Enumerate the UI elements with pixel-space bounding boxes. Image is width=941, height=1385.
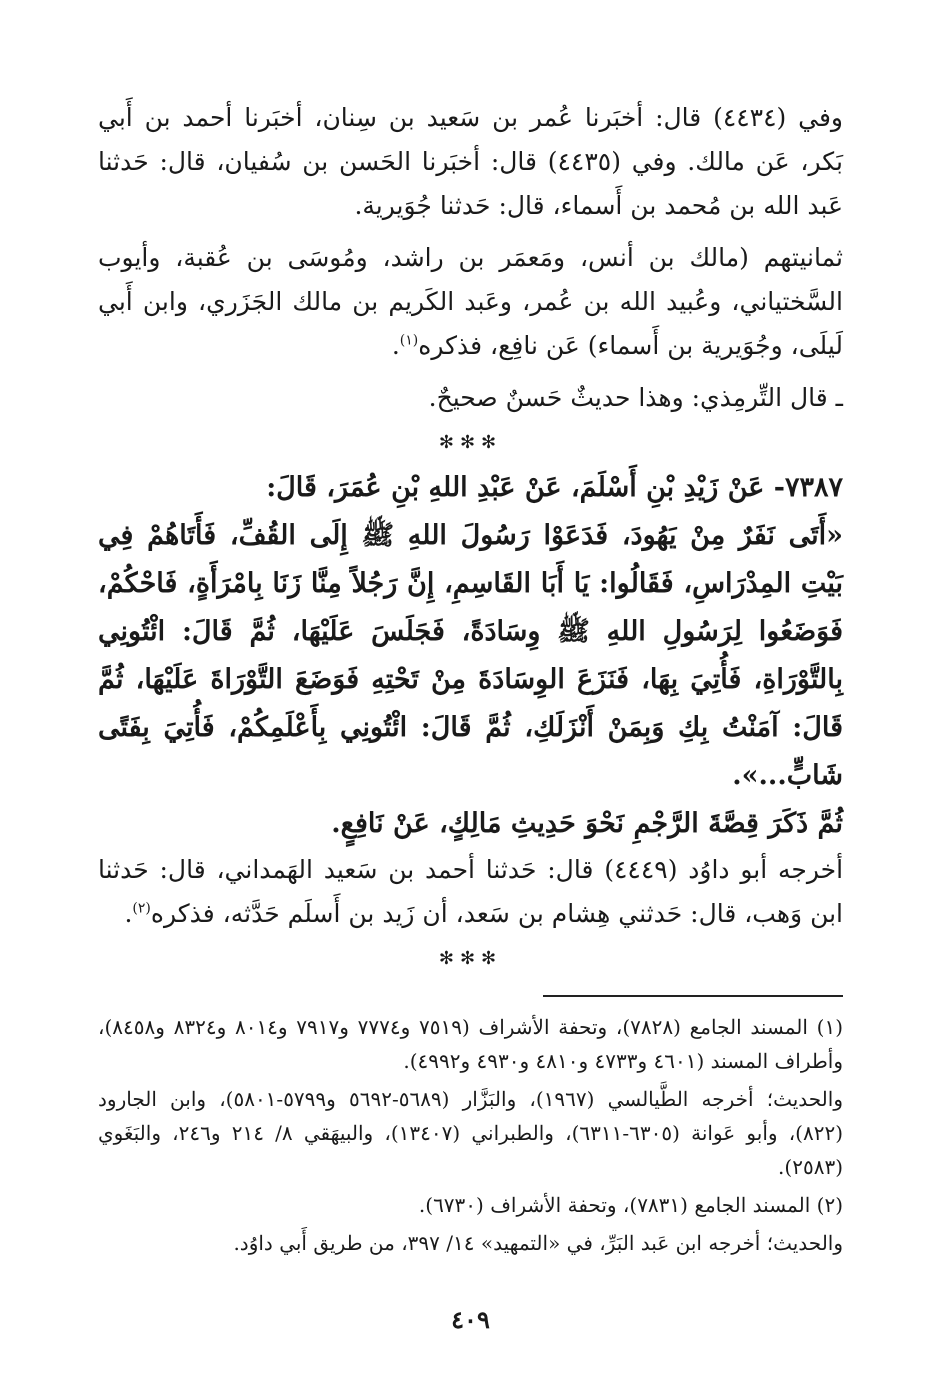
hadith-text: «أَتَى نَفَرٌ مِنْ يَهُودَ، فَدَعَوْا رَسُولَ اللهِ ﷺ إِلَى القُفِّ، فَأَتَاهُمْ فِي بَيْتِ المِدْرَاسِ، فَقَالُوا: يَا أَبَا القَاسِمِ، إِنَّ رَجُلاً مِنَّا زَنَا بِامْرَأَةٍ، فَاحْكُمْ، فَوَضَعُوا لِرَسُولِ اللهِ ﷺ وِسَادَةً، فَجَلَسَ عَلَيْهَا، ثُمَّ قَالَ: ائْتُونِي بِالتَّوْرَاةِ، فَأُتِيَ بِهَا، فَنَزَعَ الوِسَادَةَ مِنْ تَحْتِهِ فَوَضَعَ التَّوْرَاةَ عَلَيْهَا، ثُمَّ قَالَ: آمَنْتُ بِكِ وَبِمَنْ أَنْزَلَكِ، ثُمَّ قَالَ: ائْتُونِي بِأَعْلَمِكُمْ، فَأُتِيَ بِفَتًى شَابٍّ...». [98, 520, 843, 791]
footnotes-section [98, 1010, 843, 1264]
intro-paragraph-2-text: ثمانيتهم (مالك بن أنس، ومَعمَر بن راشد، ومُوسَى بن عُقبة، وأيوب السَّختياني، وعُبيد الله بن عُمر، وعَبد الكَريم بن مالك الجَزَري، وابن أَبي لَيلَى، وجُوَيرية بن أَسماء) عَن نافِع، فذكره [98, 243, 843, 360]
footnote-divider [543, 995, 843, 997]
page-number: ٤٠٩ [451, 1305, 490, 1334]
takhrij-paragraph: أخرجه أبو داوُد (٤٤٤٩) قال: حَدثنا أحمد بن سَعيد الهَمداني، قال: حَدثنا ابن وَهب، قال: حَدثني هِشام بن سَعد، أن زَيد بن أَسلَم حَدَّثه، فذكره$^{(٢)}$. [98, 855, 844, 928]
tirmidhi-note: ـ قال التِّرمِذي: وهذا حديثٌ حَسنٌ صحيحٌ. [428, 383, 843, 412]
separator-stars: ✻✻✻ [438, 432, 503, 453]
footnote-2: (٢) المسند الجامع (٧٨٣١)، وتحفة الأشراف (٦٧٣٠). [418, 1193, 843, 1217]
main-content [98, 96, 843, 980]
intro-paragraph-2: ثمانيتهم (مالك بن أنس، ومَعمَر بن راشد، ومُوسَى بن عُقبة، وأيوب السَّختياني، وعُبيد الله بن عُمر، وعَبد الكَريم بن مالك الجَزَري، وابن أَبي لَيلَى، وجُوَيرية بن أَسماء) عَن نافِع، فذكره$^{(١)}$. [98, 243, 843, 360]
footnote-ref-2[interactable]: (٢) [132, 900, 151, 917]
hadith-followup: ثُمَّ ذَكَرَ قِصَّةَ الرَّجْمِ نَحْوَ حَدِيثِ مَالِكٍ، عَنْ نَافِعٍ. [331, 808, 843, 839]
separator-stars-2: ✻✻✻ [438, 948, 503, 969]
intro-paragraph-1: وفي (٤٤٣٤) قال: أخبَرنا عُمر بن سَعيد بن سِنان، أخبَرنا أحمد بن أَبي بَكر، عَن مالك. وفي (٤٤٣٥) قال: أخبَرنا الحَسن بن سُفيان، قال: حَدثنا عَبد الله بن مُحمد بن أَسماء، قال: حَدثنا جُوَيرية. [98, 103, 844, 220]
footnote-2-continued: والحديث؛ أخرجه ابن عَبد البَرِّ، في «التمهيد» ١٤/ ٣٩٧، من طريق أَبي داوُد. [233, 1231, 843, 1255]
footnote-ref-1[interactable]: (١) [399, 332, 419, 349]
footnote-1: (١) المسند الجامع (٧٨٢٨)، وتحفة الأشراف (٧٥١٩ و٧٧٧٤ و٧٩١٧ و٨٠١٤ و٨٣٢٤ و٨٤٥٨)، وأطراف المسند (٤٦٠١ و٤٧٣٣ و٤٨١٠ و٤٩٣٠ و٤٩٩٢). [98, 1015, 844, 1073]
takhrij-text: أخرجه أبو داوُد (٤٤٤٩) قال: حَدثنا أحمد بن سَعيد الهَمداني، قال: حَدثنا ابن وَهب، قال: حَدثني هِشام بن سَعد، أن زَيد بن أَسلَم حَدَّثه، فذكره [98, 855, 844, 928]
hadith-heading: ٧٣٨٧- عَنْ زَيْدِ بْنِ أَسْلَمَ، عَنْ عَبْدِ اللهِ بْنِ عُمَرَ، قَالَ: [266, 472, 843, 503]
footnote-1-continued: والحديث؛ أخرجه الطَّيالسي (١٩٦٧)، والبَزَّار (٥٦٨٩-٥٦٩٢ و٥٧٩٩-٥٨٠١)، وابن الجارود (٨٢٢)، وأبو عَوانة (٦٣٠٥-٦٣١١)، والطبراني (١٣٤٠٧)، والبيهَقي ٨/ ٢١٤ و٢٤٦، والبَغَوي (٢٥٨٣). [98, 1087, 844, 1179]
